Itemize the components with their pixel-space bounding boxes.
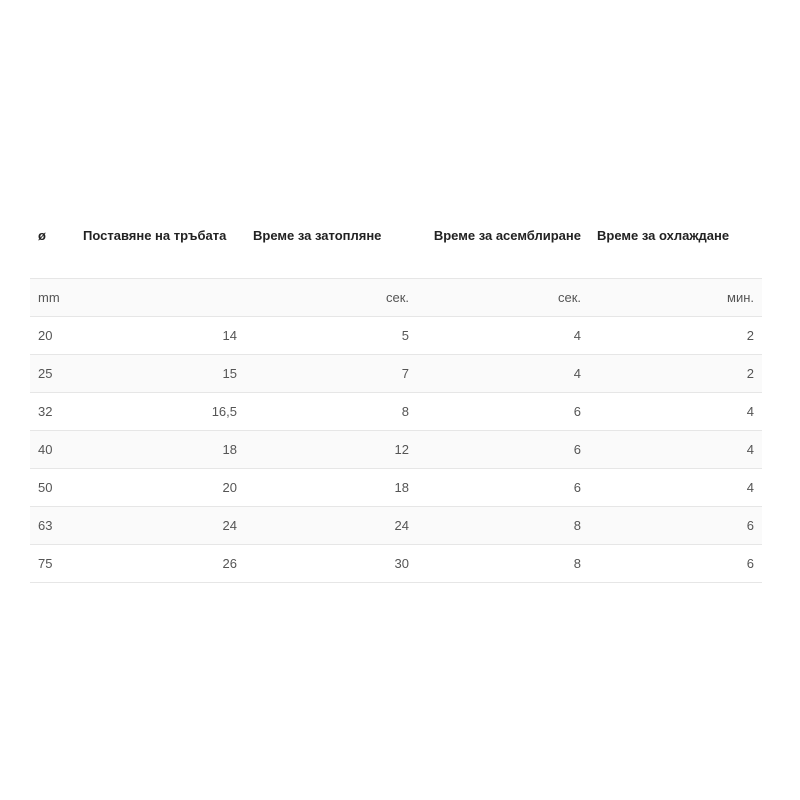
table-cell: 75: [30, 545, 75, 583]
table-cell: 12: [245, 431, 417, 469]
table-cell: 4: [589, 469, 762, 507]
table-cell: 7: [245, 355, 417, 393]
table-cell: 18: [245, 469, 417, 507]
welding-times-table: [30, 212, 762, 583]
table-cell: 4: [417, 355, 589, 393]
table-cell: 24: [245, 507, 417, 545]
table-row: [30, 393, 762, 431]
header-diameter: ø: [38, 228, 46, 243]
table-cell: 20: [75, 469, 245, 507]
table-cell: 15: [75, 355, 245, 393]
header-row: [30, 212, 762, 279]
table-cell: 2: [589, 355, 762, 393]
table-cell: 30: [245, 545, 417, 583]
table-cell: 4: [589, 393, 762, 431]
table-row: [30, 431, 762, 469]
unit-cell: mm: [30, 279, 75, 317]
table-header: [30, 212, 762, 279]
table-row: [30, 317, 762, 355]
table-cell: 18: [75, 431, 245, 469]
header-cooling-time: Време за охлаждане: [597, 228, 730, 243]
table-cell: 24: [75, 507, 245, 545]
table-cell: 26: [75, 545, 245, 583]
header-assembly-time: Време за асемблиране: [433, 228, 581, 243]
table-cell: 8: [417, 545, 589, 583]
welding-times-table-container: [30, 212, 762, 583]
unit-cell: сек.: [417, 279, 589, 317]
table-cell: 4: [589, 431, 762, 469]
table-cell: 6: [417, 393, 589, 431]
table-cell: 8: [245, 393, 417, 431]
units-row: [30, 279, 762, 317]
table-cell: 63: [30, 507, 75, 545]
table-body: [30, 279, 762, 583]
table-cell: 4: [417, 317, 589, 355]
header-heating-time: Време за затопляне: [253, 228, 382, 243]
table-cell: 16,5: [75, 393, 245, 431]
unit-cell: [75, 279, 245, 317]
unit-cell: мин.: [589, 279, 762, 317]
table-cell: 40: [30, 431, 75, 469]
table-cell: 32: [30, 393, 75, 431]
table-row: [30, 545, 762, 583]
table-row: [30, 469, 762, 507]
unit-cell: сек.: [245, 279, 417, 317]
table-row: [30, 507, 762, 545]
table-cell: 2: [589, 317, 762, 355]
table-cell: 6: [589, 545, 762, 583]
table-cell: 6: [417, 431, 589, 469]
table-row: [30, 355, 762, 393]
table-cell: 8: [417, 507, 589, 545]
table-cell: 5: [245, 317, 417, 355]
table-cell: 20: [30, 317, 75, 355]
table-cell: 25: [30, 355, 75, 393]
table-cell: 6: [589, 507, 762, 545]
table-cell: 6: [417, 469, 589, 507]
table-cell: 14: [75, 317, 245, 355]
table-cell: 50: [30, 469, 75, 507]
header-pipe-insertion: Поставяне на тръбата: [83, 228, 227, 243]
